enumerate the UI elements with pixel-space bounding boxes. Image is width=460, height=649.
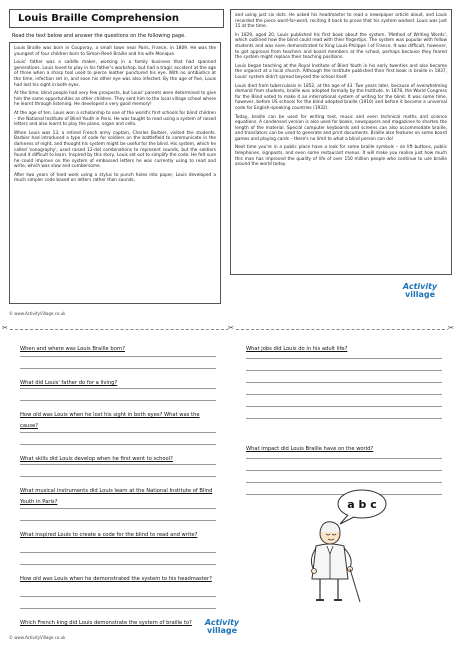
title-box bbox=[9, 9, 224, 28]
paragraph: At the age of ten, Louis won a scholarship to one of the world's first schools for blind children – the National Institute of Blind Youth in Paris. He was taught to read using a system of raised letters and also learnt to play the piano, organ and cello. bbox=[14, 110, 216, 128]
right-text-column bbox=[235, 13, 447, 168]
answer-line[interactable] bbox=[20, 444, 216, 445]
question-text: Which French king did Louis demonstrate the system of braille to? bbox=[20, 620, 192, 626]
answer-line[interactable] bbox=[20, 520, 216, 521]
answer-line[interactable] bbox=[246, 394, 442, 395]
right-text-box bbox=[230, 9, 452, 275]
paragraph: At the time, blind people had very few prospects, but Louis' parents were determined to give him the same opportunities as other children. They sent him to the local village school where he learnt through listening. He developed a very good memory! bbox=[14, 91, 216, 108]
question-text: What inspired Louis to create a code for the blind to read and write? bbox=[20, 532, 198, 538]
question bbox=[20, 410, 215, 432]
question bbox=[246, 344, 446, 355]
question bbox=[20, 618, 215, 629]
logo-line-1: Activity bbox=[204, 618, 240, 627]
question bbox=[20, 530, 215, 541]
answer-line[interactable] bbox=[246, 482, 442, 483]
answer-line[interactable] bbox=[20, 356, 216, 357]
paragraph: Today, braille can be used for writing text, music and even technical maths and science equations. A condensed version is also used for books, newspapers and magazines to shorten the length of the material. Special computer keyboards and screens can also accommodate braille, and translators can be used to generate and print documents. Braille also features on some board games and playing cards – there's no limit to what a blind person can do! bbox=[235, 114, 447, 142]
reading-page bbox=[0, 0, 460, 322]
paragraph: Louis Braille was born in Coupvray, a small town near Paris, France, in 1809. He was the youngest of four children born to Simon-René Braille and his wife Monique. bbox=[14, 46, 216, 57]
answer-line[interactable] bbox=[20, 400, 216, 401]
cane bbox=[350, 569, 360, 602]
speech-text: a b c bbox=[347, 498, 377, 511]
logo-line-2: village bbox=[405, 290, 435, 299]
answer-line[interactable] bbox=[20, 476, 216, 477]
paragraph: Louis began teaching at the Royal Institute of Blind Youth in his early twenties and also became the organist at a local church. Although the Institute published their first book in braille in 1837, Louis' system didn't spread beyond the school itself. bbox=[235, 63, 447, 80]
footer-url: © www.ActivityVillage.co.uk bbox=[9, 635, 66, 640]
answer-line[interactable] bbox=[20, 564, 216, 565]
question-text: When and where was Louis Braille born? bbox=[20, 346, 125, 352]
paragraph: Louis' father was a saddle maker, working in a family business that had spanned generations. Louis loved to play in his father's workshop, but had a tragic accident at the age of three when a sharp tool used to pierce leather punctured his eye. With no antibiotics at the time, infection set in, and soon his other eye was also infected. By the age of five, Louis had lost his sight in both eyes. bbox=[14, 60, 216, 88]
cut-line bbox=[0, 326, 460, 332]
question-text: What did Louis' father do for a living? bbox=[20, 380, 118, 386]
questions-page bbox=[0, 334, 460, 649]
intro-text: Read the text below and answer the questions on the following page. bbox=[12, 33, 186, 39]
question bbox=[246, 444, 446, 455]
paragraph: Louis died from tuberculosis in 1852, at the age of 43. Two years later, because of overwhelming demand from students, braille was adopted formally by the Institute. In 1878, the World Congress for the Blind voted to make it an international system of writing for the blind. It was some time, however, before US schools for the blind adopted braille (1916) and before it became a universal code for English-speaking countries (1932). bbox=[235, 83, 447, 111]
left-text-box bbox=[9, 42, 221, 304]
activity-village-logo bbox=[392, 283, 448, 299]
activity-village-logo bbox=[194, 619, 250, 635]
answer-line[interactable] bbox=[20, 464, 216, 465]
answer-line[interactable] bbox=[20, 608, 216, 609]
question-text: What musical instruments did Louis learn at the National Institute of Blind Youth in Paris? bbox=[20, 488, 213, 505]
scissors-icon: ✂ bbox=[2, 324, 8, 332]
louis-braille-illustration bbox=[300, 484, 400, 609]
scissors-icon: ✂ bbox=[228, 324, 234, 332]
answer-line[interactable] bbox=[20, 432, 216, 433]
answer-line[interactable] bbox=[246, 406, 442, 407]
page-title: Louis Braille Comprehension bbox=[18, 13, 179, 24]
question-text: What impact did Louis Braille have on the world? bbox=[246, 446, 374, 452]
scissors-icon: ✂ bbox=[448, 324, 454, 332]
question bbox=[20, 486, 215, 508]
answer-line[interactable] bbox=[246, 382, 442, 383]
question-text: How old was Louis when he demonstrated the system to his headmaster? bbox=[20, 576, 212, 582]
question-text: What jobs did Louis do in his adult life? bbox=[246, 346, 348, 352]
answer-line[interactable] bbox=[246, 470, 442, 471]
left-text-column bbox=[14, 46, 216, 184]
paragraph: In 1829, aged 20, Louis published his first book about the system, 'Method of Writing Words', which outlined how the blind could read with their fingertips. The system was popular with fellow students and was even demonstrated to King Louis-Philippe I of France. It was difficult, however, to get approval from teachers and board members at the school, perhaps because they feared the system might replace their teaching positions. bbox=[235, 32, 447, 61]
answer-line[interactable] bbox=[20, 596, 216, 597]
logo-line-1: Activity bbox=[402, 282, 438, 291]
paragraph: Next time you're in a public place have a look for some braille symbols – on lift buttons, public telephones, signposts, and even some restaurant menus. It will make you realise just how much this man has improved the quality of life of over 150 million people who continue to use braille around the world today. bbox=[235, 145, 447, 168]
paragraph: After two years of hard work using a stylus to punch holes into paper, Louis developed a much simpler code based on letters rather than sounds, bbox=[14, 172, 216, 184]
answer-line[interactable] bbox=[246, 418, 442, 419]
question bbox=[20, 574, 215, 585]
paragraph: When Louis was 13, a retired French army captain, Charles Barbier, visited the students. Barbier had introduced a type of code for soldiers on the battlefield to communicate in the darkness of night, and thought his system might be useful for the blind. His system, which he called 'sonography', used raised 12-dot combinations to represent sounds, but the soldiers found it difficult to learn. Inspired by this story, Louis set out to simplify the code. He felt sure he could improve on the system of embossed letters he was currently using to read and write, which was slow and cumbersome. bbox=[14, 130, 216, 170]
answer-line[interactable] bbox=[246, 458, 442, 459]
question-text: How old was Louis when he lost his sight in both eyes? What was the cause? bbox=[20, 412, 200, 429]
question-text: What skills did Louis develop when he first went to school? bbox=[20, 456, 173, 462]
answer-line[interactable] bbox=[246, 370, 442, 371]
paragraph: and using just six dots. He asked his headmaster to read a newspaper article aloud, and Louis recorded the piece word-for-word, reciting it back to prove that his system worked. Louis was just 15 at the time. bbox=[235, 13, 447, 30]
answer-line[interactable] bbox=[20, 508, 216, 509]
answer-line[interactable] bbox=[246, 358, 442, 359]
answer-line[interactable] bbox=[20, 368, 216, 369]
logo-line-2: village bbox=[207, 626, 237, 635]
footer-url: © www.ActivityVillage.co.uk bbox=[9, 311, 66, 316]
answer-line[interactable] bbox=[20, 388, 216, 389]
answer-line[interactable] bbox=[20, 552, 216, 553]
question bbox=[20, 344, 215, 355]
